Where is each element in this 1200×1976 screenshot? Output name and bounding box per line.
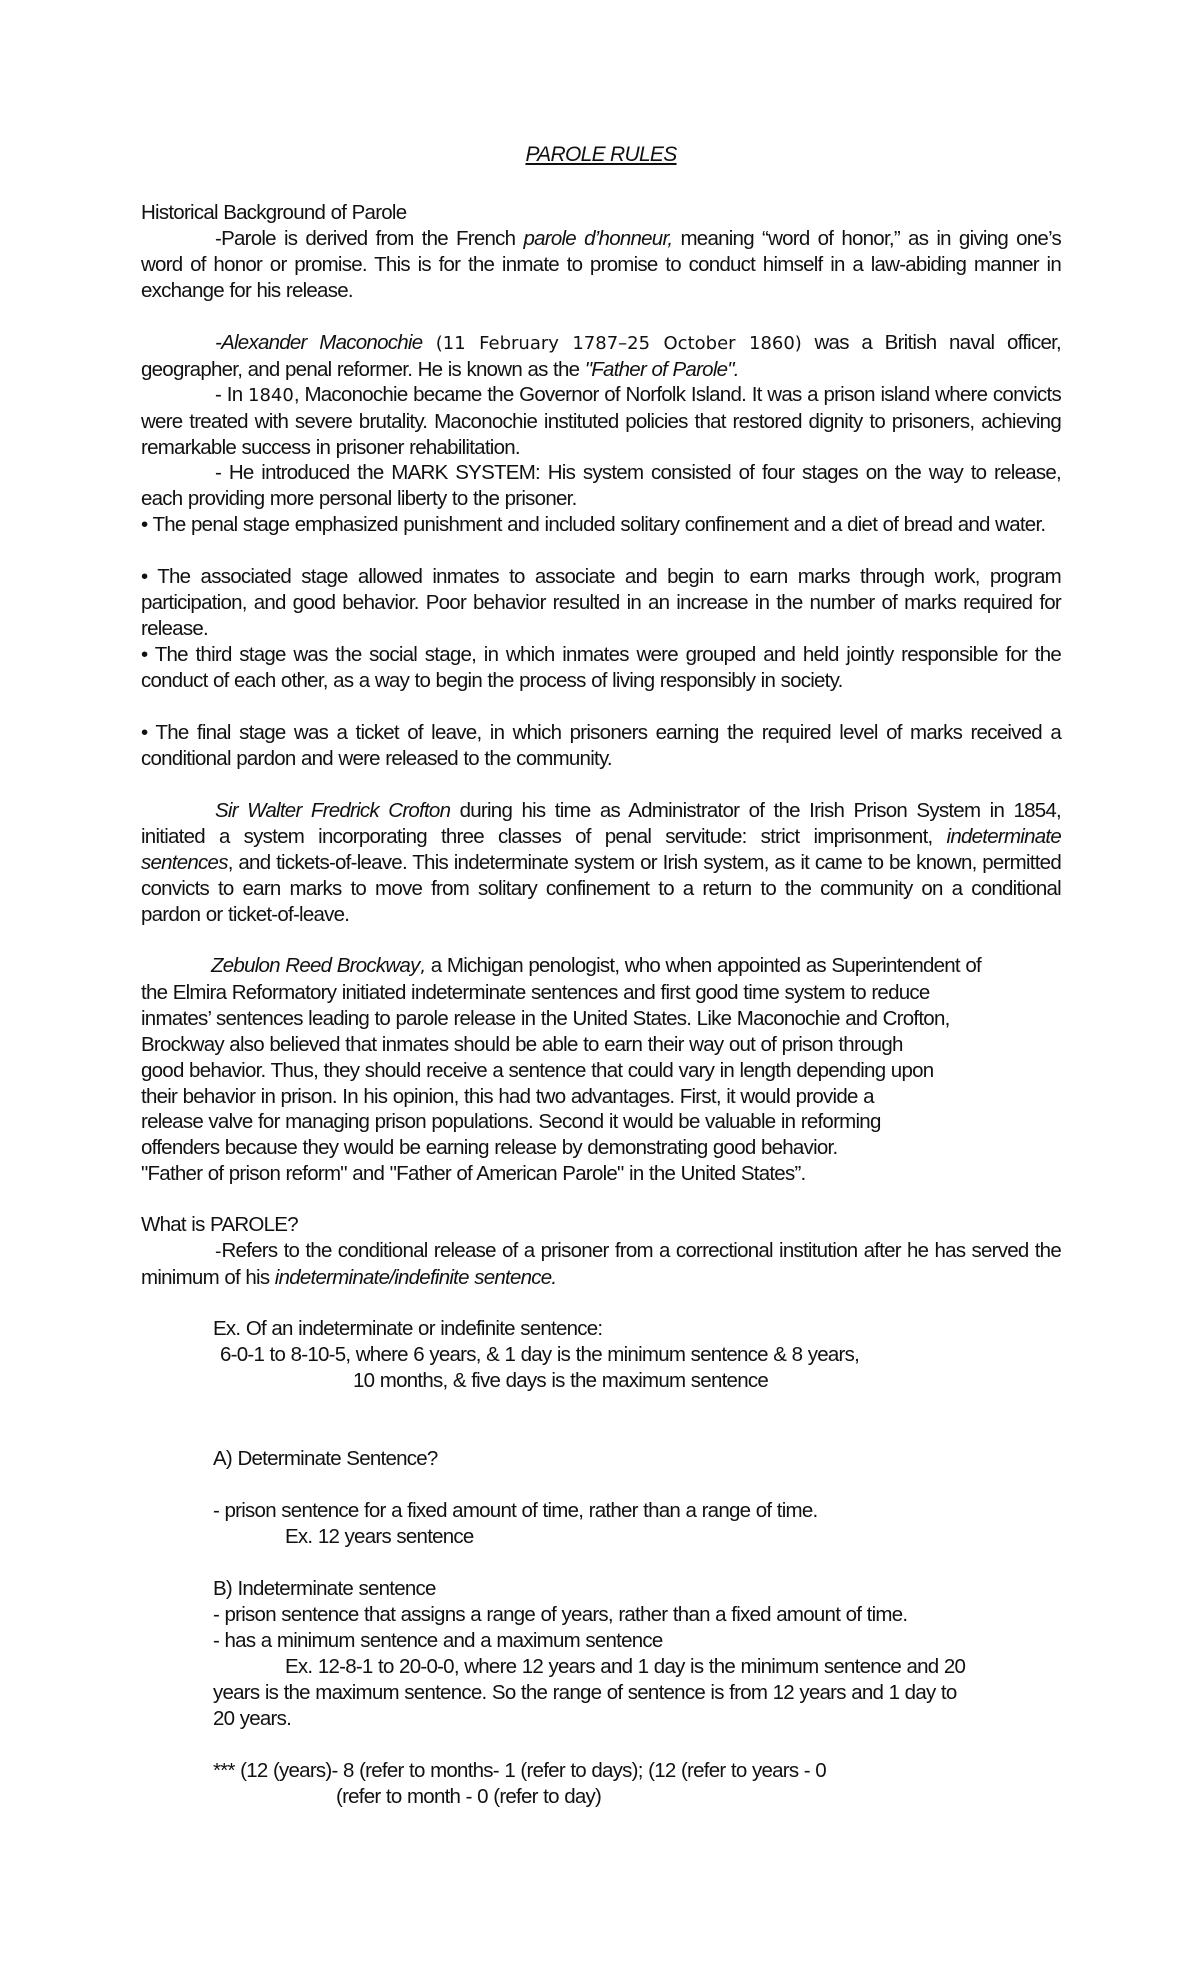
- crofton-text-b: , and tickets-of-leave. This indeterminate system or Irish system, as it came to be known, permitted convicts to earn marks to move from solitary confinement to a return to the community on a conditional pardon or ticket-of-leave.: [141, 850, 1061, 926]
- brockway-line-4: good behavior. Thus, they should receive a sentence that could vary in length depending upon: [141, 1058, 934, 1082]
- crofton-text-a: during his time as Administrator of the Irish Prison System in 1854, initiated a system incorporating three classes of penal servitude: strict imprisonment,: [141, 799, 1061, 848]
- stage-list-item: • The final stage was a ticket of leave, in which prisoners earning the required level of marks received a conditional pardon and were released to the community.: [141, 721, 1061, 770]
- origin-text-b: meaning “word of honor,” as in giving one’s word of honor or promise. This is for the inmate to promise to conduct himself in a law-abiding manner in exchange for his release.: [141, 227, 1062, 302]
- norfolk-year: 1840: [248, 385, 294, 406]
- maconochie-title: "Father of Parole".: [584, 357, 739, 381]
- brockway-line-6: release valve for managing prison populations. Second it would be valuable in reforming: [141, 1110, 881, 1134]
- maconochie-desc: was a British naval officer, geographer, and penal reformer. He is known as the: [141, 331, 1061, 381]
- brockway-line-2: inmates’ sentences leading to parole release in the United States. Like Maconochie and Crofton,: [141, 1006, 950, 1030]
- definition-italic-term: indeterminate/indefinite sentence.: [274, 1265, 557, 1289]
- origin-text-a: -Parole is derived from the French: [215, 227, 524, 250]
- paragraph-brockway: [141, 953, 1061, 1187]
- brockway-line-7: offenders because they would be earning release by demonstrating good behavior.: [141, 1136, 838, 1160]
- crofton-italic-term: indeterminate sentences: [141, 824, 1061, 874]
- paragraph-parole-origin: [141, 226, 1061, 304]
- crofton-name: Sir Walter Fredrick Crofton: [215, 799, 451, 822]
- paragraph-maconochie: [141, 330, 1061, 383]
- example-label: Ex. Of an indeterminate or indefinite sentence:: [213, 1317, 603, 1340]
- indeterminate-definition-1: - prison sentence that assigns a range of years, rather than a fixed amount of time.: [213, 1603, 908, 1626]
- brockway-comma: ,: [419, 956, 426, 977]
- norfolk-text-b: , Maconochie became the Governor of Norfolk Island. It was a prison island where convicts were treated with severe brutality. Maconochie instituted policies that restored dignity to prisoners, achieving remarkable success in prisoner rehabilitation.: [141, 383, 1061, 459]
- indeterminate-example-line-3: 20 years.: [213, 1707, 292, 1730]
- maconochie-name: -Alexander Maconochie: [215, 331, 423, 354]
- brockway-line-1: the Elmira Reformatory initiated indeterminate sentences and first good time system to reduce: [141, 980, 930, 1004]
- determinate-heading: A) Determinate Sentence?: [213, 1447, 438, 1470]
- indeterminate-heading: B) Indeterminate sentence: [213, 1577, 436, 1600]
- page-title: PAROLE RULES: [525, 143, 677, 166]
- example-line-2: 10 months, & five days is the maximum sentence: [353, 1369, 769, 1392]
- section-heading-history: Historical Background of Parole: [141, 201, 407, 224]
- paragraph-mark-system: [141, 460, 1061, 512]
- determinate-example: Ex. 12 years sentence: [285, 1525, 474, 1548]
- indeterminate-example-line-2: years is the maximum sentence. So the range of sentence is from 12 years and 1 day to: [213, 1681, 957, 1704]
- maconochie-dates: (11 February 1787–25 October 1860): [422, 333, 802, 354]
- brockway-name: Zebulon Reed Brockway: [211, 954, 420, 977]
- paragraph-norfolk-island: [141, 382, 1061, 461]
- brockway-line-5: their behavior in prison. In his opinion, this had two advantages. First, it would provide a: [141, 1084, 874, 1108]
- stage-list-item: • The third stage was the social stage, in which inmates were grouped and held jointly responsible for the conduct of each other, as a way to begin the process of living responsibly in society.: [141, 643, 1061, 692]
- determinate-definition: - prison sentence for a fixed amount of time, rather than a range of time.: [213, 1499, 818, 1522]
- brockway-line-8: "Father of prison reform" and "Father of American Parole" in the United States”.: [141, 1162, 806, 1186]
- section-heading-what-is-parole: What is PAROLE?: [141, 1213, 298, 1236]
- stage-list-item: • The associated stage allowed inmates to associate and begin to earn marks through work, program participation, and good behavior. Poor behavior resulted in an increase in the number of marks required for release.: [141, 565, 1061, 640]
- mark-system-text: - He introduced the MARK SYSTEM: His system consisted of four stages on the way to release, each providing more personal liberty to the prisoner.: [141, 461, 1061, 510]
- paragraph-parole-definition: [141, 1238, 1061, 1291]
- definition-dash: -: [215, 1241, 222, 1262]
- stage-list-item: • The penal stage emphasized punishment and included solitary confinement and a diet of bread and water.: [141, 513, 1046, 536]
- note-line-2: (refer to month - 0 (refer to day): [336, 1785, 602, 1808]
- definition-text: Refers to the conditional release of a prisoner from a correctional institution after he has served the minimum of his: [141, 1239, 1061, 1289]
- indeterminate-definition-2: - has a minimum sentence and a maximum sentence: [213, 1629, 663, 1652]
- indeterminate-example-line-1: Ex. 12-8-1 to 20-0-0, where 12 years and 1 day is the minimum sentence and 20: [285, 1655, 966, 1678]
- brockway-line-3: Brockway also believed that inmates should be able to earn their way out of prison through: [141, 1032, 903, 1056]
- origin-italic-term: parole d’honneur,: [523, 227, 673, 250]
- brockway-line: [141, 953, 1061, 980]
- note-line-1: *** (12 (years)- 8 (refer to months- 1 (refer to days); (12 (refer to years - 0: [213, 1759, 826, 1782]
- brockway-line-0: a Michigan penologist, who when appointed as Superintendent of: [425, 954, 981, 977]
- paragraph-crofton: [141, 798, 1061, 928]
- example-line-1: 6-0-1 to 8-10-5, where 6 years, & 1 day is the minimum sentence & 8 years,: [220, 1343, 860, 1366]
- norfolk-text-a: - In: [215, 383, 249, 406]
